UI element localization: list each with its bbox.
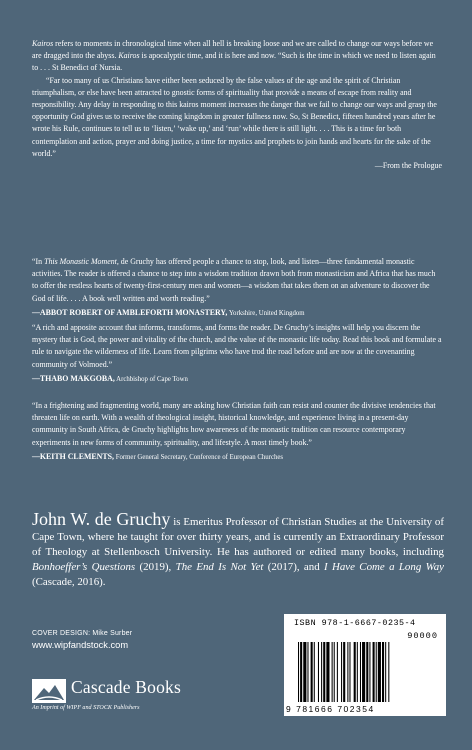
bio-book-1: Bonhoeffer’s Questions <box>32 561 136 574</box>
publisher-tagline: An Imprint of WIPF and STOCK Publishers <box>32 705 140 711</box>
review-text-a: “In <box>32 257 45 266</box>
review-author: —KEITH CLEMENTS, <box>32 451 114 461</box>
bio-book-2: The End Is Not Yet <box>175 561 264 574</box>
review-text: “A rich and apposite account that informs, transforms, and forms the reader. De Gruchy’s insights will help you discern the mystery that is God, the power and vitality of the church, and the value of the monastic life today. Read this book and formulate a rule to navigate the wilderness of life. Learn from pilgrims who have trod the road before and are now at the covenanting community of Volmoed.” <box>32 323 442 369</box>
publisher-logo <box>32 677 222 717</box>
review-thabo-makgoba <box>32 322 442 386</box>
publisher-website: www.wipfandstock.com <box>32 640 129 650</box>
review-affiliation: Former General Secretary, Conference of European Churches <box>114 453 284 461</box>
review-affiliation: Yorkshire, United Kingdom <box>227 309 305 317</box>
bio-book-3: I Have Come a Long Way <box>324 561 444 574</box>
publisher-name: Cascade Books <box>71 677 182 697</box>
review-attribution <box>32 307 442 320</box>
credits <box>32 630 132 650</box>
prologue-excerpt <box>32 38 442 172</box>
review-text-b: , de Gruchy has offered people a chance to stop, look, and listen—three fundamental monastic activities. The reader is offered a chance to step into a wisdom tradition drawn both from monasticism and Africa that has much to offer the restless hearts of twenty-first-century men and women—a wisdom that takes them on an adventure to discover the God of life. . . . A book well written and worth reading.” <box>32 257 436 303</box>
mountain-icon <box>32 679 66 703</box>
price-code: 90000 <box>407 631 438 641</box>
barcode-digits: 9 781666 702354 <box>286 704 375 714</box>
prologue-paragraph-2: “Far too many of us Christians have either been seduced by the false values of the age and the spirit of Christian triumphalism, or else have been attracted to gnostic forms of spirituality that provide a means of escape from reality and responsibility. Any delay in responding to this kairos moment increases the danger that we fail to change our ways and grasp the opportunity God gives us to receive the coming kingdom in greater fullness now. So, St Benedict, fifteen hundred years after he wrote his Rule, continues to tell us to ‘listen,’ ‘wake up,’ and ‘run’ while there is still light. . . . This is a time for both contemplation and action, prayer and doing justice, a time for mystics and prophets to join hands and hearts for the sake of the world.” <box>32 75 437 158</box>
prologue-source: —From the Prologue <box>374 161 442 171</box>
review-abbot-robert <box>32 256 442 320</box>
review-text <box>32 256 442 305</box>
review-attribution <box>32 451 442 464</box>
bio-text-c: (2017), and <box>263 561 324 574</box>
author-name: John W. de Gruchy <box>32 509 171 529</box>
kairos-term-2: Kairos <box>118 51 140 61</box>
barcode-icon <box>298 642 434 704</box>
isbn-barcode <box>284 614 446 716</box>
review-author: —THABO MAKGOBA, <box>32 373 115 383</box>
kairos-term: Kairos <box>32 39 54 48</box>
review-attribution <box>32 373 442 386</box>
review-text: “In a frightening and fragmenting world, many are asking how Christian faith can resist and counter the divisive tendencies that threaten life on earth. With a wealth of theological insight, historical knowledge, and experience living in a present-day community in South Africa, de Gruchy highlights how awareness of the monastic tradition can resource contemporary experiments in new forms of community, spirituality, and lifestyle. A most timely book.” <box>32 401 436 447</box>
prologue-paragraph-1 <box>32 38 442 75</box>
cover-design-credit: COVER DESIGN: Mike Surber <box>32 630 133 637</box>
book-title: This Monastic Moment <box>44 257 117 266</box>
review-author: —ABBOT ROBERT OF AMBLEFORTH MONASTERY, <box>32 307 228 317</box>
isbn-number: ISBN 978-1-6667-0235-4 <box>294 618 416 628</box>
prologue-text-b: is apocalyptic time, and it is here and now. “Such is the time in which we need to listen again to . . . St Benedict of Nursia. <box>32 51 436 73</box>
review-keith-clements <box>32 400 442 464</box>
bio-text-a: is Emeritus Professor of Christian Studies at the University of Cape Town, where he taught for over thirty years, and is currently an Extraordinary Professor of Theology at Stellenbosch University. He has authored or edited many books, including <box>32 516 444 559</box>
author-bio <box>32 509 444 590</box>
bio-text-b: (2019), <box>135 561 176 574</box>
review-affiliation: Archbishop of Cape Town <box>114 375 188 383</box>
prologue-text-a: refers to moments in chronological time when all hell is breaking loose and we are called to change our ways before we are dragged into the abyss. <box>32 39 434 61</box>
bio-text-d: (Cascade, 2016). <box>32 576 106 589</box>
